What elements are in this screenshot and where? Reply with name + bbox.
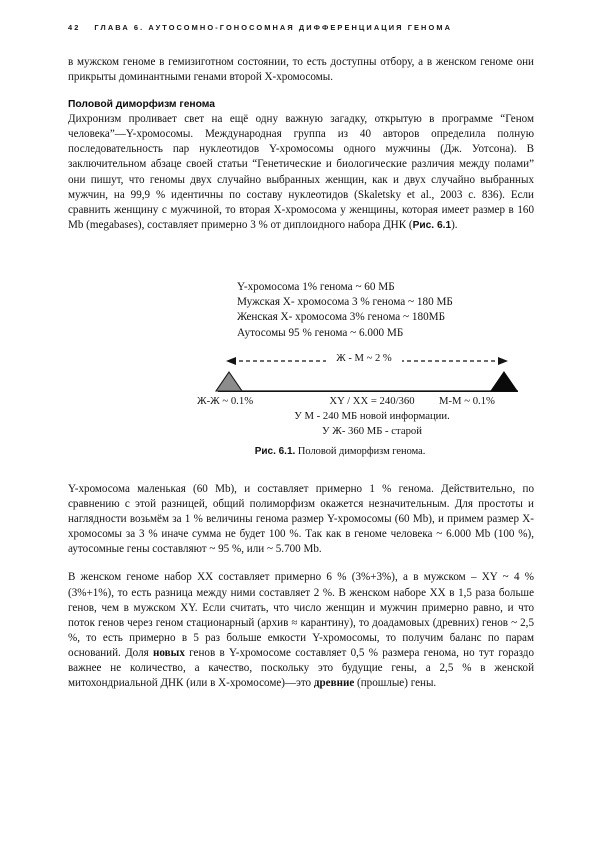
figure-label-female-female: Ж-Ж ~ 0.1% [197,395,254,407]
figure-reference: Рис. 6.1 [412,219,452,231]
figure-legend-block [237,280,453,341]
figure-arrow-label: Ж - М ~ 2 % [326,353,402,364]
paragraph-dichronism-text: Дихронизм проливает свет на ещё одну важную загадку, открытую в программе “Геном человека”—Y-хромосомы. Международная группа из 40 авторов определила полную последовательность пар нуклеотидов Y-хромосомы одного мужчины (Дж. Уотсона). В заключительном абзаце своей статьи “Генетические и биологические различия между полами” они пишут, что геномы двух случайно выбранных женщин, как и двух случайно выбранных мужчин, на 99,9 % идентичны по составу нуклеотидов (Skaletsky et al., 2003 с. 836). Если сравнить женщину с мужчиной, то вторая Х-хромосома у женщины, которая имеет размер в 160 Mb (megabases), составляет примерно 3 % от диплоидного набора ДНК ( [68,113,534,231]
figure-diagram [40,348,600,418]
section-heading: Половой диморфизм генома [68,99,216,111]
figure-label-xy-xx-ratio: XY / XX = 240/360 [329,395,415,407]
spacer-between-paragraphs [68,557,534,570]
figure-caption-text: Половой диморфизм генома. [295,446,426,457]
paragraph-dichronism-tail: ). [451,218,458,231]
emphasis-ancient-genes: древние [313,677,355,690]
page-folio-number: 42 [68,23,81,32]
running-head [68,23,548,32]
figure-legend-line-female-x: Женская Х- хромосома 3% генома ~ 180МБ [237,311,446,324]
paragraph-continuation: в мужском геноме в гемизиготном состоянии, то есть доступны отбору, а в женском геноме они прикрыты доминантными генами второй Х-хромосомы. [68,56,534,84]
figure-note-male-new-info: У М - 240 МБ новой информации. [294,410,450,422]
paragraph-genome-balance-c: генов в Y-хромосоме составляет 0,5 % размера генома, но тут гораздо важнее не количество, а качество, поскольку это будущие гены, а 2,5 % в женской митохондриальной ДНК (или в Х-хромосоме)—это [68,646,534,690]
body-content-upper [68,55,534,233]
running-head-title: ГЛАВА 6. АУТОСОМНО-ГОНОСОМНАЯ ДИФФЕРЕНЦИАЦИЯ ГЕНОМА [94,23,453,32]
paragraph-y-chromosome-size: Y-хромосома маленькая (60 Mb), и составляет примерно 1 % генома. Действительно, по сравнению с этой разницей, общий полиморфизм окажется незначительным. Для простоты и наглядности возьмём за 1 % величины генома размер Y-хромосомы (60 Mb), и примем размер Х-хромосомы за 3 % иначе сумма не будет 100 %. Так как в геноме человека ~ 6.000 Mb (100 %), аутосомные гены составляют ~ 95 %, или ~ 5.700 Mb. [68,483,534,556]
arrowhead-right-icon [498,357,508,365]
paragraph-genome-balance [68,570,534,691]
figure-legend-line-autosomes: Аутосомы 95 % генома ~ 6.000 МБ [237,326,404,339]
figure-note-female-old-info: У Ж- 360 МБ - старой [322,425,422,437]
paragraph-genome-balance-e: (прошлые) гены. [354,677,437,690]
figure-6-1 [40,268,600,463]
triangle-female-marker [216,372,242,391]
triangle-male-marker [491,372,517,391]
arrowhead-left-icon [226,357,236,365]
figure-legend-line-y: Y-хромосома 1% генома ~ 60 МБ [237,281,395,293]
spacer-before-section [68,85,534,98]
emphasis-new-genes: новых [153,646,185,659]
figure-caption [40,446,600,457]
paragraph-dichronism [68,112,534,233]
figure-caption-number: Рис. 6.1. [254,446,296,457]
figure-label-male-male: М-М ~ 0.1% [439,395,495,407]
figure-legend-line-male-x: Мужская Х- хромосома 3 % генома ~ 180 МБ [237,296,453,309]
body-content-lower [68,482,534,691]
paragraph-genome-balance-a: В женском геноме набор ХХ составляет примерно 6 % (3%+3%), а в мужском – XY ~ 4 % (3%+1%), то есть разница между ними составляет 2 %. В женском наборе ХХ в 1,5 раза больше генов, чем в мужском XY. Если считать, что число женщин и мужчин примерно равно, и что поток генов через геном стационарный (архив ≈ карантину), то доадамовых (древних) генов ~ 2,5 %, то есть примерно в 5 раз больше емкости Y-хромосомы, то получим баланс по парам оснований. Доля [68,571,534,659]
